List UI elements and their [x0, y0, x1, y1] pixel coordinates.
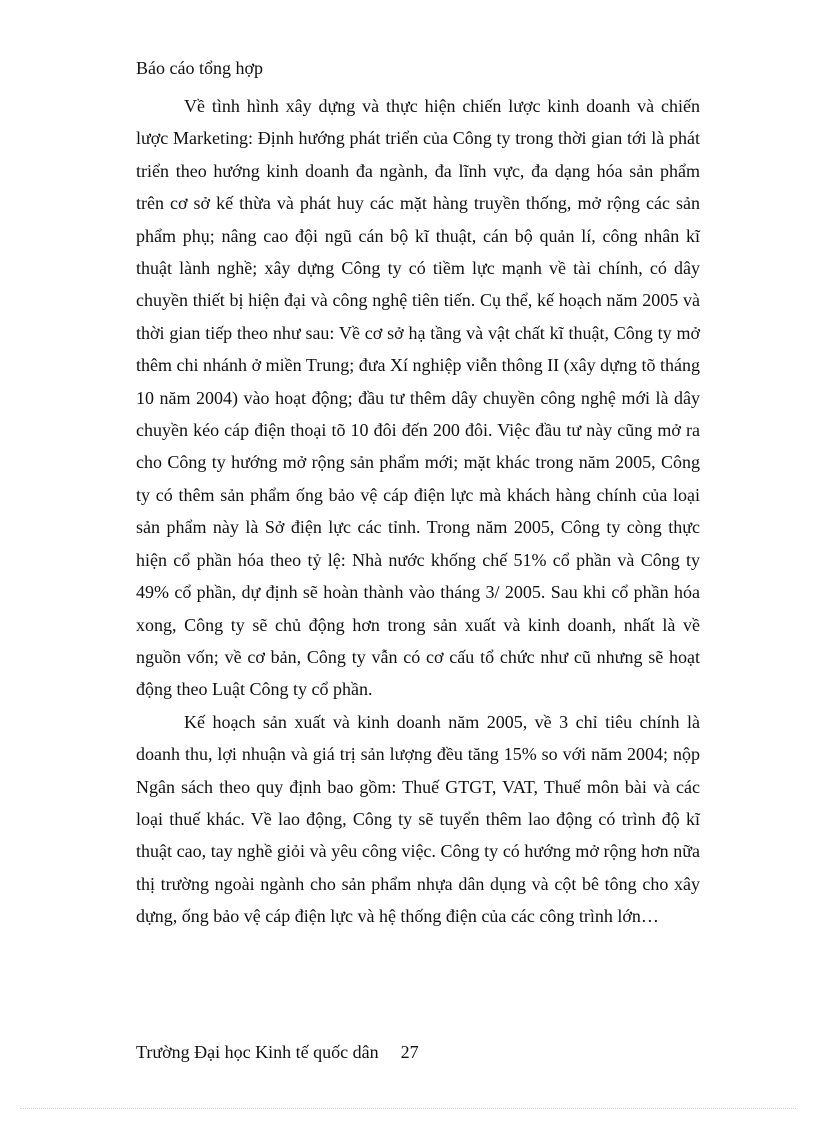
page-bottom-divider: [20, 1108, 796, 1109]
page-number: 27: [400, 1042, 419, 1062]
document-body: [136, 90, 700, 933]
body-paragraph: Về tình hình xây dựng và thực hiện chiến lược kinh doanh và chiến lược Marketing: Định hướng phát triển của Công ty trong thời gian tới là phát triển theo hướng kinh doanh đa ngành, đa lĩnh vực, đa dạng hóa sản phẩm trên cơ sở kế thừa và phát huy các mặt hàng truyền thống, mở rộng các sản phẩm phụ; nâng cao đội ngũ cán bộ kĩ thuật, cán bộ quản lí, công nhân kĩ thuật lành nghề; xây dựng Công ty có tiềm lực mạnh về tài chính, có dây chuyền thiết bị hiện đại và công nghệ tiên tiến. Cụ thể, kế hoạch năm 2005 và thời gian tiếp theo như sau: Về cơ sở hạ tầng và vật chất kĩ thuật, Công ty mở thêm chi nhánh ở miền Trung; đưa Xí nghiệp viễn thông II (xây dựng tõ tháng 10 năm 2004) vào hoạt động; đầu tư thêm dây chuyền công nghệ mới là dây chuyền kéo cáp điện thoại tõ 10 đôi đến 200 đôi. Việc đầu tư này cũng mở ra cho Công ty hướng mở rộng sản phẩm mới; mặt khác trong năm 2005, Công ty có thêm sản phẩm ống bảo vệ cáp điện lực mà khách hàng chính của loại sản phẩm này là Sở điện lực các tỉnh. Trong năm 2005, Công ty còng thực hiện cổ phần hóa theo tỷ lệ: Nhà nước khống chế 51% cổ phần và Công ty 49% cổ phần, dự định sẽ hoàn thành vào tháng 3/ 2005. Sau khi cổ phần hóa xong, Công ty sẽ chủ động hơn trong sản xuất và kinh doanh, nhất là về nguồn vốn; về cơ bản, Công ty vẫn có cơ cấu tổ chức như cũ nhưng sẽ hoạt động theo Luật Công ty cổ phần.: [136, 96, 700, 700]
document-footer: [136, 1042, 419, 1063]
footer-school-name: Trường Đại học Kinh tế quốc dân: [136, 1042, 379, 1062]
body-paragraph: Kế hoạch sản xuất và kinh doanh năm 2005, về 3 chỉ tiêu chính là doanh thu, lợi nhuận và giá trị sản lượng đều tăng 15% so với năm 2004; nộp Ngân sách theo quy định bao gồm: Thuế GTGT, VAT, Thuế môn bài và các loại thuế khác. Về lao động, Công ty sẽ tuyển thêm lao động có trình độ kĩ thuật cao, tay nghề giỏi và yêu công việc. Công ty có hướng mở rộng hơn nữa thị trường ngoài ngành cho sản phẩm nhựa dân dụng và cột bê tông cho xây dựng, ống bảo vệ cáp điện lực và hệ thống điện của các công trình lớn…: [136, 711, 700, 927]
document-header: Báo cáo tổng hợp: [136, 58, 263, 78]
